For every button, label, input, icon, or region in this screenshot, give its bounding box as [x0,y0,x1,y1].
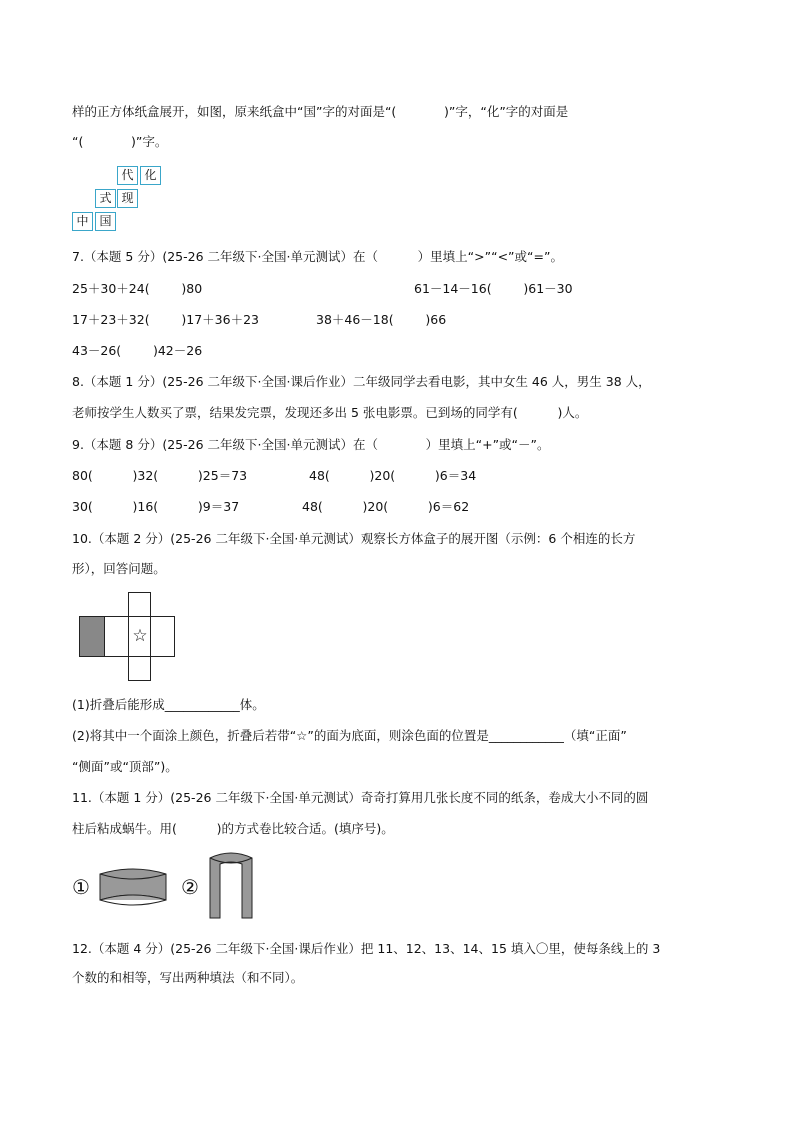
net-shaded-face [79,616,105,657]
q7-item-b: 61－14－16( )61－30 [414,281,573,296]
q6-text-line2: “( )”字。 [72,134,168,149]
net-cell-zhong: 中 [72,212,93,231]
q10-line1: 10.（本题 2 分）(25-26 二年级下·全国·单元测试）观察长方体盒子的展开图（示例：6 个相连的长方 [72,531,636,546]
q9-item-c: 30( )16( )9＝37 [72,499,240,514]
net-right-face [150,616,175,657]
net-cell-xian: 现 [117,189,138,208]
q8-line1: 8.（本题 1 分）(25-26 二年级下·全国·课后作业）二年级同学去看电影，其中女生 46 人，男生 38 人， [72,374,651,389]
net-cell-shi: 式 [95,189,116,208]
net-top-face [128,592,151,617]
net-bottom-face [128,656,151,681]
q9-item-a: 80( )32( )25＝73 [72,468,248,483]
net-left-face [104,616,129,657]
q6-text-line1: 样的正方体纸盒展开，如图，原来纸盒中“国”字的对面是“( )”字，“化”字的对面是 [72,104,569,119]
rolled-paper-horizontal-icon [98,864,168,910]
q10-line2: 形），回答问题。 [72,561,166,576]
q10-sub2-line1: (2)将其中一个面涂上颜色，折叠后若带“☆”的面为底面，则涂色面的位置是____________（填“正面” [72,728,627,743]
rolled-paper-vertical-icon [208,850,254,922]
q7-item-c: 17＋23＋32( )17＋36＋23 [72,312,259,327]
q9-item-b: 48( )20( )6＝34 [309,468,477,483]
q9-stem: 9.（本题 8 分）(25-26 二年级下·全国·单元测试）在（ ）里填上“+”或“－”。 [72,437,550,452]
q8-line2: 老师按学生人数买了票，结果发完票，发现还多出 5 张电影票。已到场的同学有( )人。 [72,405,588,420]
net-cell-guo: 国 [95,212,116,231]
q10-sub2-line2: “侧面”或“顶部”)。 [72,759,178,774]
q7-item-a: 25＋30＋24( )80 [72,281,203,296]
q12-line1: 12.（本题 4 分）(25-26 二年级下·全国·课后作业）把 11、12、13、14、15 填入〇里，使每条线上的 3 [72,941,661,956]
q10-sub1: (1)折叠后能形成____________体。 [72,697,265,712]
q7-item-e: 43－26( )42－26 [72,343,203,358]
option-1-label: ① [72,875,90,899]
option-2-label: ② [181,875,199,899]
q11-line2: 柱后粘成蜗牛。用( )的方式卷比较合适。(填序号)。 [72,821,394,836]
q12-line2: 个数的和相等，写出两种填法（和不同）。 [72,970,304,985]
q9-item-d: 48( )20( )6＝62 [302,499,470,514]
q11-line1: 11.（本题 1 分）(25-26 二年级下·全国·单元测试）奇奇打算用几张长度不同的纸条，卷成大小不同的圆 [72,790,649,805]
net-cell-hua: 化 [140,166,161,185]
q7-item-d: 38＋46－18( )66 [316,312,447,327]
net-cell-dai: 代 [117,166,138,185]
q7-stem: 7.（本题 5 分）(25-26 二年级下·全国·单元测试）在（ ）里填上“>”“<”或“=”。 [72,249,563,264]
star-icon: ☆ [132,626,148,646]
